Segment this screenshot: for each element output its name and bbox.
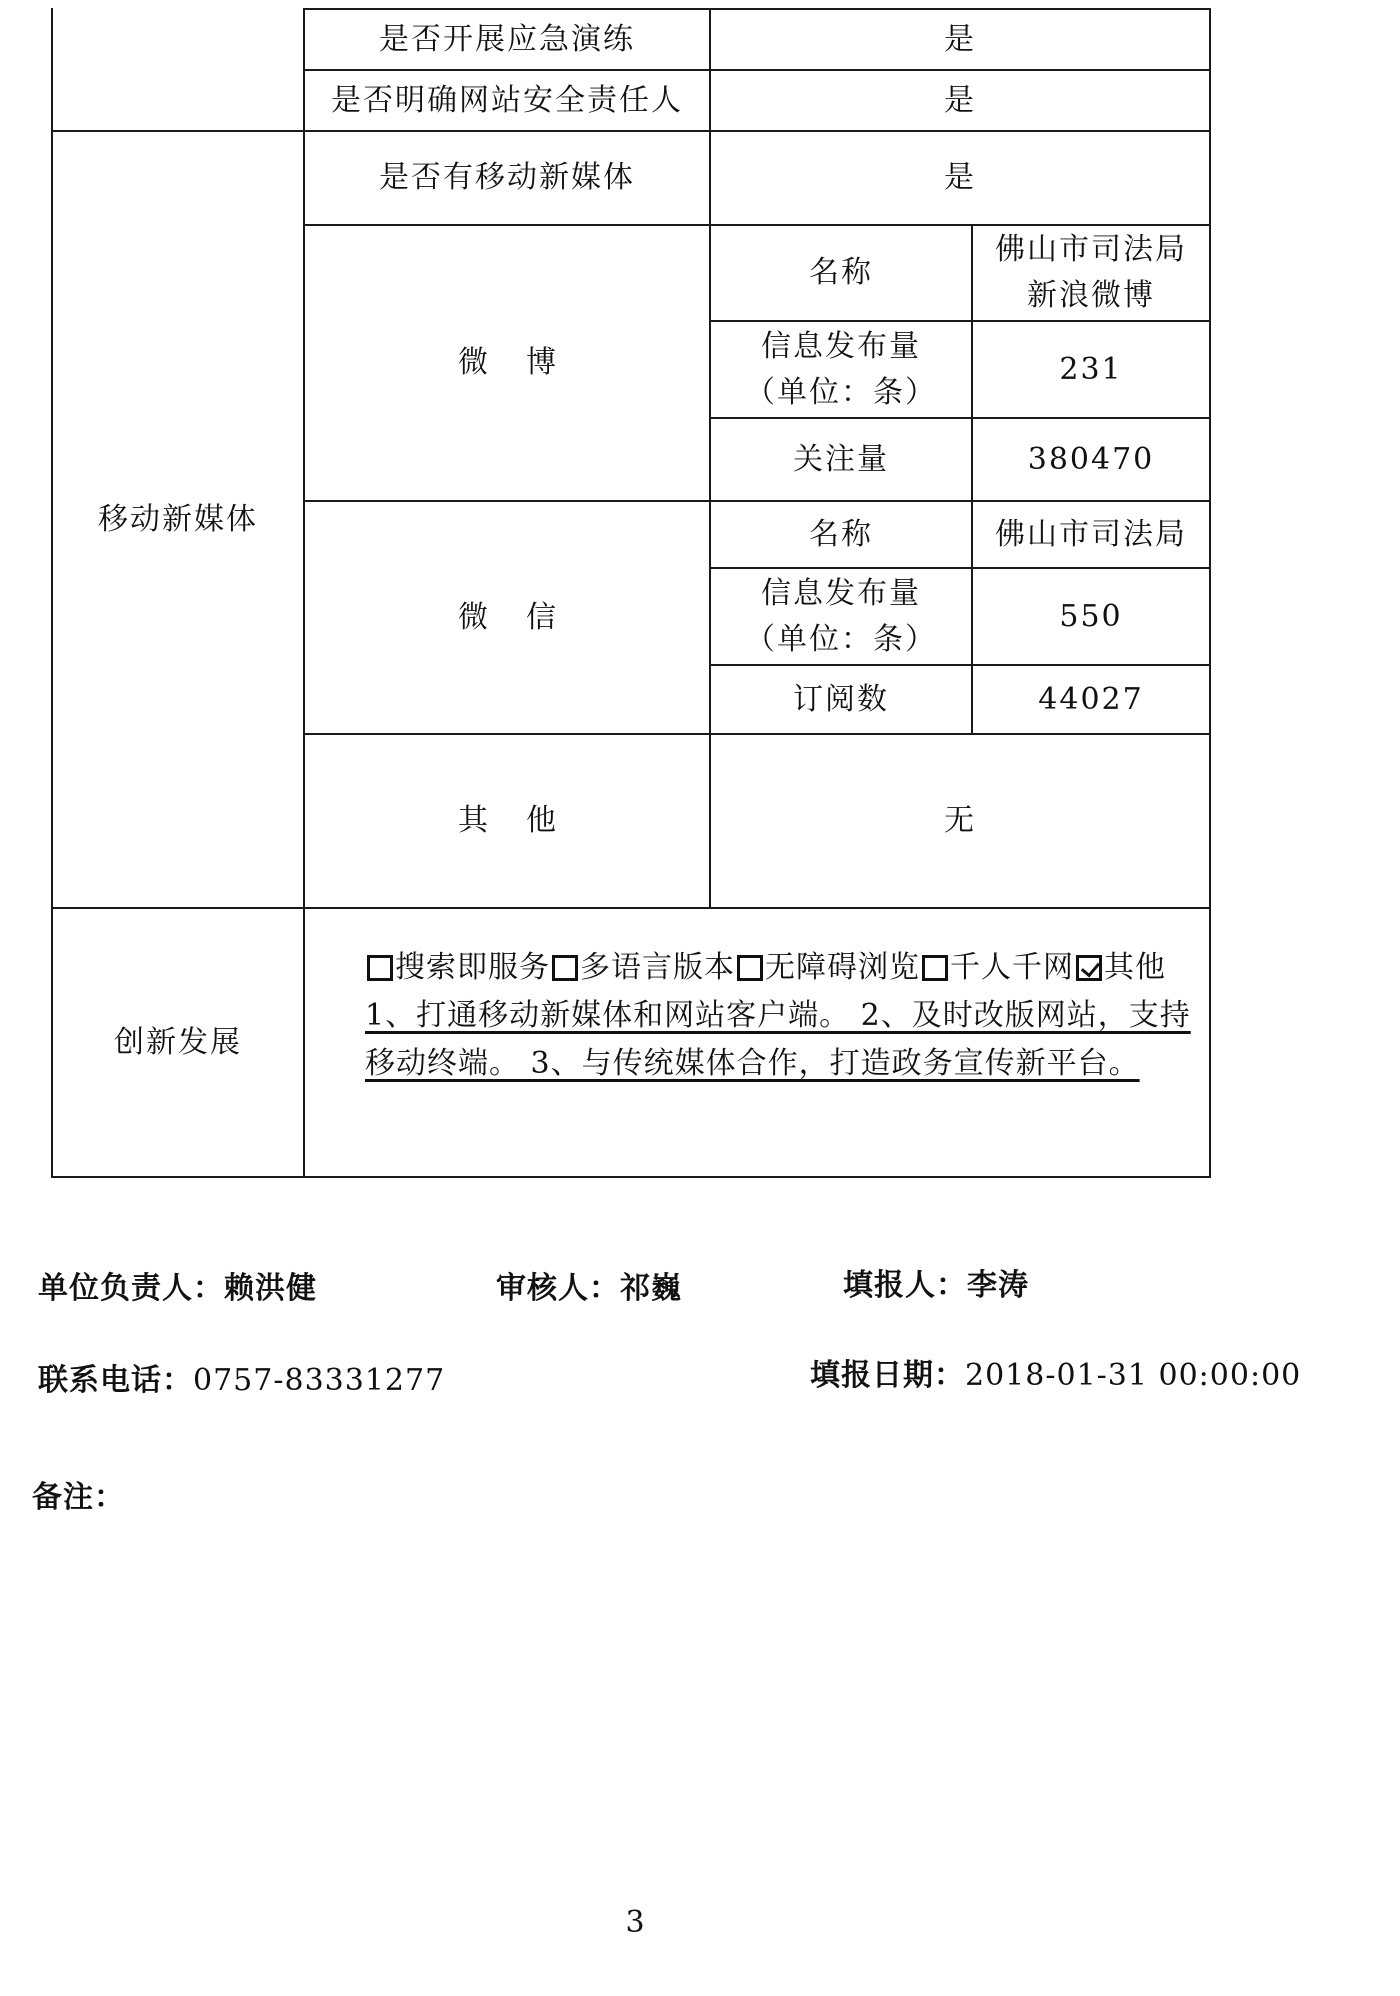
unit-head-label: 单位负责人： [38, 1271, 224, 1306]
wechat-subscribers-label: 订阅数 [793, 681, 889, 717]
has-mobile-label: 是否有移动新媒体 [379, 160, 635, 195]
innovation-description: 1、打通移动新媒体和网站客户端。 2、及时改版网站，支持移动终端。 3、与传统媒体合作，打造政务宣传新平台。 [365, 998, 1191, 1081]
fill-date [810, 1350, 1301, 1394]
wechat-subscribers-value: 44027 [1038, 681, 1144, 717]
filler [843, 1260, 1029, 1304]
weibo-name-value: 佛山市司法局 新浪微博 [995, 232, 1187, 313]
has-mobile-value: 是 [944, 160, 976, 195]
unit-head [38, 1263, 317, 1307]
weibo-posts-value: 231 [1059, 351, 1123, 387]
unit-head-value: 赖洪健 [224, 1271, 317, 1306]
option-label: 搜索即服务 [395, 950, 550, 985]
phone-value: 0757-83331277 [193, 1363, 446, 1398]
wechat-name-label: 名称 [809, 516, 873, 552]
filler-value: 李涛 [967, 1268, 1029, 1303]
reviewer [496, 1263, 682, 1307]
weibo-followers-value: 380470 [1027, 441, 1155, 477]
date-label: 填报日期： [810, 1358, 965, 1393]
phone-label: 联系电话： [38, 1363, 193, 1398]
mobile-media-section-label: 移动新媒体 [98, 501, 258, 537]
option-label: 其他 [1104, 950, 1166, 985]
checkbox-accessibility[interactable] [737, 955, 763, 981]
security-officer-value: 是 [944, 82, 976, 118]
phone [38, 1355, 445, 1399]
weibo-followers-label: 关注量 [793, 441, 889, 477]
innovation-options [365, 944, 1210, 992]
weibo-name-label: 名称 [809, 255, 873, 290]
wechat-name-value: 佛山市司法局 [995, 516, 1187, 552]
wechat-label: 微信 [458, 599, 594, 635]
weibo-posts-label: 信息发布量 （单位：条） [745, 328, 937, 410]
date-value: 2018-01-31 00:00:00 [965, 1358, 1302, 1393]
checkbox-other[interactable] [1076, 955, 1102, 981]
option-label: 无障碍浏览 [765, 950, 920, 985]
option-label: 千人千网 [950, 950, 1074, 985]
security-officer-label: 是否明确网站安全责任人 [331, 82, 683, 118]
innovation-section-label: 创新发展 [114, 1024, 242, 1060]
reviewer-value: 祁巍 [620, 1271, 682, 1306]
wechat-posts-label: 信息发布量 （单位：条） [745, 575, 937, 657]
remarks [32, 1472, 125, 1516]
drill-label: 是否开展应急演练 [379, 21, 635, 57]
filler-label: 填报人： [843, 1268, 967, 1303]
other-value: 无 [944, 803, 976, 838]
drill-value: 是 [944, 21, 976, 57]
checkbox-search-service[interactable] [367, 955, 393, 981]
table-line [51, 1176, 1211, 1178]
other-label: 其他 [458, 803, 594, 838]
wechat-posts-value: 550 [1059, 598, 1123, 634]
table-line [51, 8, 52, 9]
option-label: 多语言版本 [580, 950, 735, 985]
innovation-content [365, 944, 1210, 1088]
remarks-label: 备注： [32, 1480, 125, 1515]
checkbox-personalized[interactable] [922, 955, 948, 981]
checkbox-multilingual[interactable] [552, 955, 578, 981]
weibo-label: 微博 [458, 345, 594, 380]
page-number: 3 [625, 1905, 645, 1940]
reviewer-label: 审核人： [496, 1271, 620, 1306]
